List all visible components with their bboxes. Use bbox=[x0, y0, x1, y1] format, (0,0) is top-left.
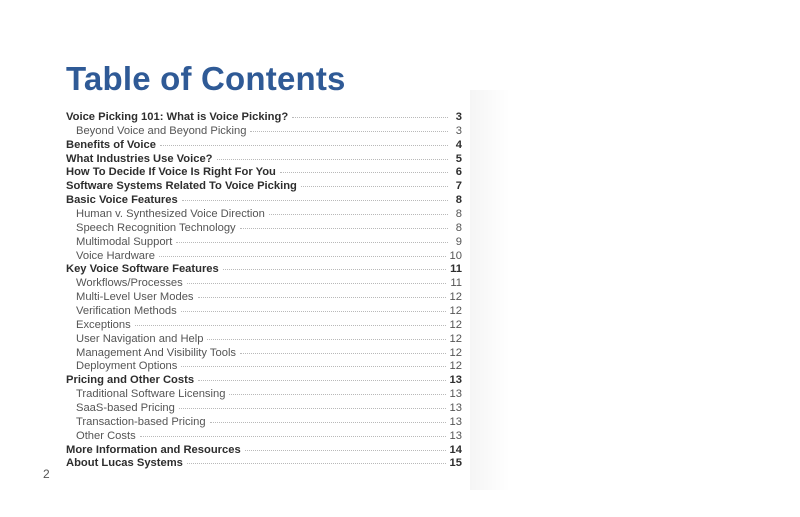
dot-leader bbox=[160, 145, 448, 146]
toc-entry-page: 12 bbox=[449, 318, 462, 331]
dot-leader bbox=[140, 436, 446, 437]
toc-entry-label: SaaS-based Pricing bbox=[76, 402, 175, 415]
toc-entry-label: Voice Picking 101: What is Voice Picking? bbox=[66, 111, 289, 123]
page-number: 2 bbox=[43, 467, 50, 481]
dot-leader bbox=[181, 366, 445, 367]
toc-subentry[interactable] bbox=[66, 360, 462, 374]
toc-entry[interactable] bbox=[66, 166, 462, 180]
dot-leader bbox=[187, 283, 447, 284]
dot-leader bbox=[198, 297, 446, 298]
dot-leader bbox=[159, 256, 446, 257]
toc-entry-page: 8 bbox=[455, 208, 462, 221]
dot-leader bbox=[198, 380, 445, 381]
toc-entry-page: 12 bbox=[449, 346, 462, 359]
toc-entry-page: 13 bbox=[449, 374, 462, 387]
toc-subentry[interactable] bbox=[66, 319, 462, 333]
toc-entry-label: Pricing and Other Costs bbox=[66, 374, 195, 387]
toc-entry[interactable] bbox=[66, 111, 462, 125]
toc-entry-page: 3 bbox=[455, 111, 462, 123]
toc-subentry[interactable] bbox=[66, 222, 462, 236]
toc-entry-label: Deployment Options bbox=[76, 360, 178, 373]
dot-leader bbox=[217, 159, 448, 160]
toc-entry-label: What Industries Use Voice? bbox=[66, 152, 213, 165]
toc-entry-page: 12 bbox=[449, 305, 462, 318]
toc-entry-label: Traditional Software Licensing bbox=[76, 388, 226, 401]
toc-entry-label: Key Voice Software Features bbox=[66, 263, 219, 276]
toc-entry-page: 13 bbox=[449, 415, 462, 428]
toc-entry-page: 11 bbox=[450, 263, 462, 276]
table-of-contents bbox=[66, 111, 462, 471]
toc-entry-label: About Lucas Systems bbox=[66, 457, 183, 470]
toc-entry-page: 8 bbox=[455, 221, 462, 234]
toc-entry[interactable] bbox=[66, 194, 462, 208]
toc-entry-label: Workflows/Processes bbox=[76, 277, 183, 290]
toc-entry-page: 12 bbox=[449, 360, 462, 373]
toc-entry-label: How To Decide If Voice Is Right For You bbox=[66, 166, 276, 179]
toc-entry-label: Multimodal Support bbox=[76, 235, 173, 248]
toc-entry-page: 3 bbox=[455, 124, 462, 137]
toc-entry-label: Voice Hardware bbox=[76, 249, 155, 262]
dot-leader bbox=[182, 200, 448, 201]
toc-subentry[interactable] bbox=[66, 208, 462, 222]
toc-entry-page: 7 bbox=[455, 180, 462, 193]
toc-entry-label: Management And Visibility Tools bbox=[76, 346, 237, 359]
dot-leader bbox=[135, 325, 446, 326]
page-title: Table of Contents bbox=[66, 60, 346, 97]
toc-subentry[interactable] bbox=[66, 250, 462, 264]
toc-entry-page: 14 bbox=[449, 443, 462, 456]
toc-subentry[interactable] bbox=[66, 430, 462, 444]
dot-leader bbox=[292, 117, 448, 118]
toc-entry[interactable] bbox=[66, 263, 462, 277]
dot-leader bbox=[223, 269, 446, 270]
dot-leader bbox=[187, 463, 446, 464]
dot-leader bbox=[250, 131, 448, 132]
dot-leader bbox=[245, 450, 446, 451]
dot-leader bbox=[210, 422, 446, 423]
dot-leader bbox=[179, 408, 446, 409]
toc-subentry[interactable] bbox=[66, 291, 462, 305]
dot-leader bbox=[181, 311, 446, 312]
toc-subentry[interactable] bbox=[66, 305, 462, 319]
toc-entry-page: 13 bbox=[449, 402, 462, 415]
toc-entry-page: 10 bbox=[449, 249, 462, 262]
toc-subentry[interactable] bbox=[66, 347, 462, 361]
toc-entry[interactable] bbox=[66, 444, 462, 458]
toc-entry-page: 9 bbox=[455, 235, 462, 248]
toc-entry-page: 5 bbox=[455, 152, 462, 165]
toc-entry-label: More Information and Resources bbox=[66, 443, 241, 456]
dot-leader bbox=[240, 353, 446, 354]
dot-leader bbox=[229, 394, 445, 395]
toc-subentry[interactable] bbox=[66, 125, 462, 139]
page-edge-shadow bbox=[470, 90, 510, 490]
toc-entry-label: Verification Methods bbox=[76, 305, 177, 318]
toc-entry[interactable] bbox=[66, 180, 462, 194]
dot-leader bbox=[280, 172, 448, 173]
toc-subentry[interactable] bbox=[66, 333, 462, 347]
toc-entry-label: Speech Recognition Technology bbox=[76, 221, 236, 234]
toc-entry-label: Exceptions bbox=[76, 318, 131, 331]
toc-entry[interactable] bbox=[66, 139, 462, 153]
toc-entry[interactable] bbox=[66, 457, 462, 471]
toc-entry-page: 13 bbox=[449, 429, 462, 442]
dot-leader bbox=[207, 339, 445, 340]
toc-subentry[interactable] bbox=[66, 277, 462, 291]
toc-entry-page: 6 bbox=[455, 166, 462, 179]
toc-entry-page: 15 bbox=[449, 457, 462, 470]
toc-entry-page: 4 bbox=[455, 138, 462, 151]
dot-leader bbox=[269, 214, 448, 215]
dot-leader bbox=[176, 242, 448, 243]
toc-subentry[interactable] bbox=[66, 416, 462, 430]
toc-subentry[interactable] bbox=[66, 236, 462, 250]
toc-entry-label: Human v. Synthesized Voice Direction bbox=[76, 208, 265, 221]
toc-entry-label: Software Systems Related To Voice Picking bbox=[66, 180, 297, 193]
toc-entry-label: Multi-Level User Modes bbox=[76, 291, 194, 304]
toc-entry-label: Basic Voice Features bbox=[66, 194, 178, 207]
toc-entry-label: User Navigation and Help bbox=[76, 332, 204, 345]
toc-entry-label: Other Costs bbox=[76, 429, 136, 442]
toc-entry-label: Transaction-based Pricing bbox=[76, 415, 206, 428]
toc-entry-page: 11 bbox=[450, 277, 462, 290]
toc-entry[interactable] bbox=[66, 374, 462, 388]
toc-subentry[interactable] bbox=[66, 388, 462, 402]
toc-entry-page: 8 bbox=[455, 194, 462, 207]
toc-entry-label: Benefits of Voice bbox=[66, 138, 156, 151]
dot-leader bbox=[240, 228, 448, 229]
toc-entry-page: 12 bbox=[449, 332, 462, 345]
toc-subentry[interactable] bbox=[66, 402, 462, 416]
toc-entry-label: Beyond Voice and Beyond Picking bbox=[76, 124, 247, 137]
toc-entry-page: 12 bbox=[449, 291, 462, 304]
toc-entry[interactable] bbox=[66, 153, 462, 167]
dot-leader bbox=[301, 186, 448, 187]
toc-entry-page: 13 bbox=[449, 388, 462, 401]
